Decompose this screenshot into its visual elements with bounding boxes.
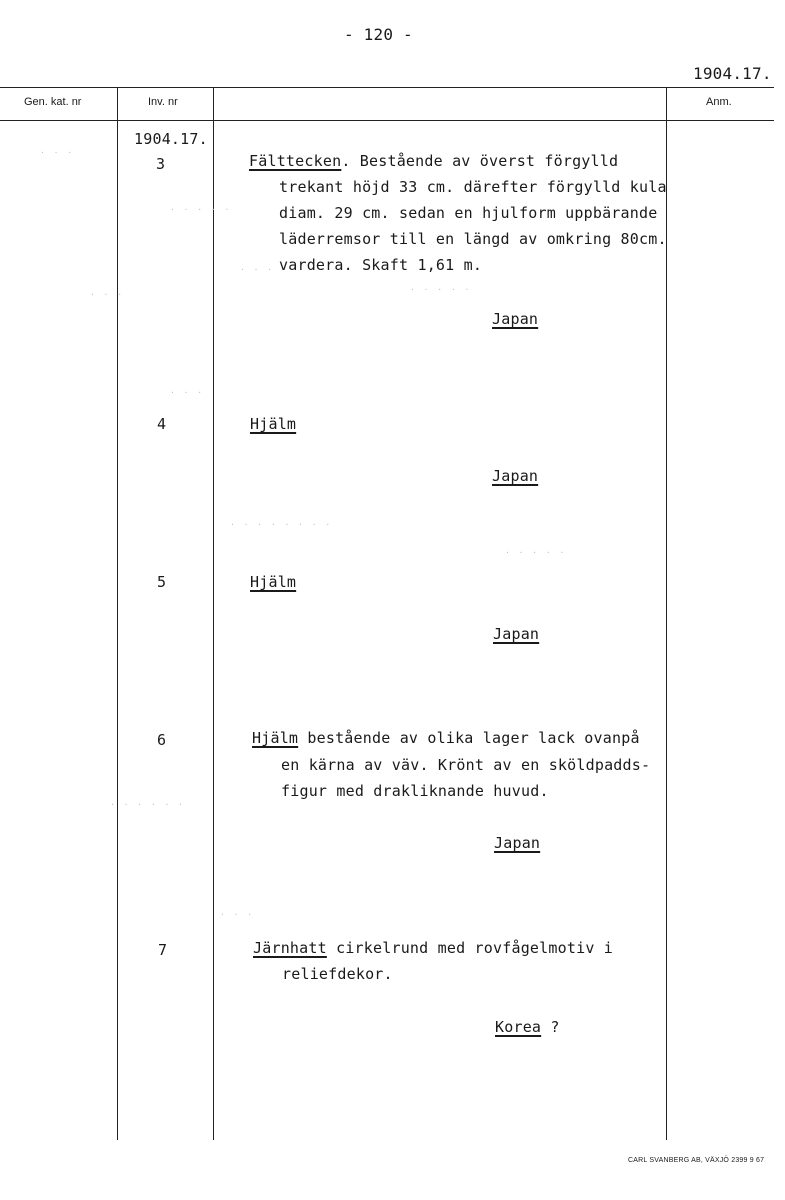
origin-line xyxy=(495,1018,560,1036)
description-text: cirkelrund med rovfågelmotiv i xyxy=(326,939,614,957)
origin-label: Japan xyxy=(492,467,539,485)
scan-speckle: · · · · · xyxy=(505,548,567,557)
description-text: bestående av olika lager lack ovanpå xyxy=(298,729,640,747)
column-header-gen-kat-nr: Gen. kat. nr xyxy=(24,96,82,108)
scan-speckle: · · · · · · · · xyxy=(230,520,333,529)
inventory-number: 6 xyxy=(157,731,167,749)
scan-speckle: · · · · · · xyxy=(110,800,185,809)
scan-speckle: · · · · · xyxy=(410,285,472,294)
scan-speckle: · · · xyxy=(40,148,75,157)
inventory-number: 4 xyxy=(157,415,167,433)
item-title: Järnhatt xyxy=(253,939,327,957)
origin-label: Japan xyxy=(492,310,539,328)
description-line: reliefdekor. xyxy=(282,965,393,983)
inventory-number: 7 xyxy=(158,941,168,959)
origin-uncertainty-mark: ? xyxy=(541,1018,560,1036)
item-title: Hjälm xyxy=(250,573,297,591)
scan-speckle: · · · · · xyxy=(170,205,232,214)
item-title: Hjälm xyxy=(250,415,297,433)
inventory-number: 5 xyxy=(157,573,167,591)
printer-imprint: CARL SVANBERG AB, VÄXJÖ 2399 9 67 xyxy=(628,1157,765,1164)
item-title: Fälttecken xyxy=(249,152,342,170)
description-text: . Bestående av överst förgylld xyxy=(341,152,619,170)
column-header-anm: Anm. xyxy=(706,96,732,108)
page-number: - 120 - xyxy=(344,25,413,44)
description-line: trekant höjd 33 cm. därefter förgylld kula xyxy=(279,178,667,196)
scan-speckle: · · · xyxy=(220,910,255,919)
description-line: diam. 29 cm. sedan en hjulform uppbärande xyxy=(279,204,658,222)
origin-label: Korea xyxy=(495,1018,542,1036)
item-title: Hjälm xyxy=(252,729,299,747)
column-header-inv-nr: Inv. nr xyxy=(148,96,178,108)
column-divider-inv-desc xyxy=(213,88,214,1140)
column-divider-gen-inv xyxy=(117,88,118,1140)
origin-label: Japan xyxy=(494,834,541,852)
inventory-number: 3 xyxy=(156,155,166,173)
description-line: en kärna av väv. Krönt av en sköldpadds- xyxy=(281,756,651,774)
entry-line xyxy=(253,939,613,957)
description-line: figur med drakliknande huvud. xyxy=(281,782,549,800)
entry-line xyxy=(252,729,640,747)
description-line: läderremsor till en längd av omkring 80cm. xyxy=(279,230,667,248)
accession-number-top: 1904.17. xyxy=(693,64,772,83)
scan-speckle: · · · xyxy=(170,388,205,397)
accession-number-column: 1904.17. xyxy=(134,130,208,148)
scan-speckle: · · · xyxy=(240,265,275,274)
scan-speckle: · · · xyxy=(90,290,125,299)
origin-label: Japan xyxy=(493,625,540,643)
description-line: vardera. Skaft 1,61 m. xyxy=(279,256,483,274)
entry-line xyxy=(249,152,618,170)
